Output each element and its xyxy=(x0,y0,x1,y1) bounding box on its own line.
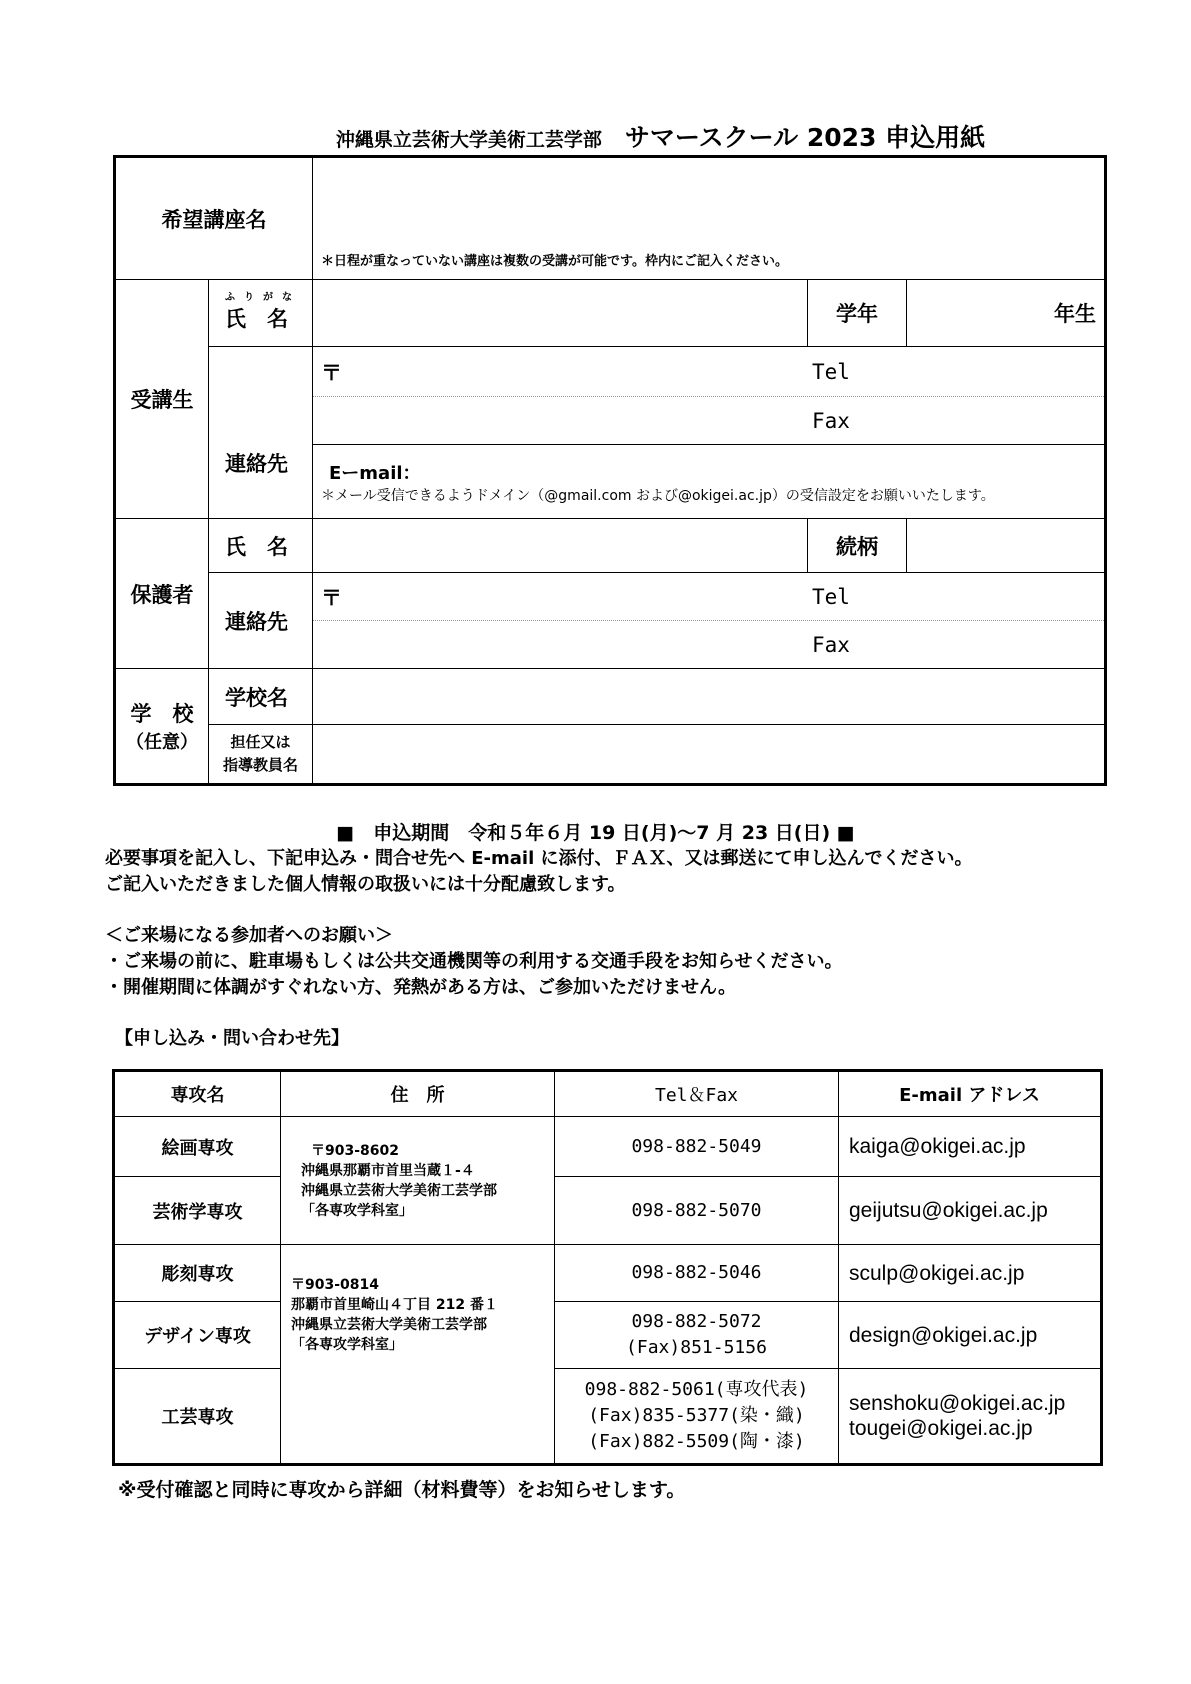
school-label-cell xyxy=(115,669,209,785)
guardian-name-label: 氏 名 xyxy=(209,519,313,573)
address-2-line2: 沖縄県立芸術大学美術工芸学部 xyxy=(291,1317,487,1333)
fax-design: (Fax)851-5156 xyxy=(626,1337,767,1358)
table-row xyxy=(114,1117,1102,1177)
student-fax-label: Fax xyxy=(812,408,850,433)
teacher-label-cell xyxy=(209,725,313,785)
major-geijutsu: 芸術学専攻 xyxy=(114,1177,281,1245)
major-sculpture: 彫刻専攻 xyxy=(114,1245,281,1302)
student-name-label: 氏 名 xyxy=(225,307,288,331)
course-note: ＊日程が重なっていない講座は複数の受講が可能です。枠内にご記入ください。 xyxy=(321,254,788,269)
address-block-2 xyxy=(281,1245,555,1465)
tel-sculpture: 098-882-5046 xyxy=(555,1245,839,1302)
grade-field[interactable] xyxy=(907,280,1106,347)
student-name-label-cell xyxy=(209,280,313,347)
major-kaiga: 絵画専攻 xyxy=(114,1117,281,1177)
major-design: デザイン専攻 xyxy=(114,1302,281,1369)
application-period: ■ 申込期間 令和５年６月 19 日(月)～7 月 23 日(日) ■ xyxy=(336,822,855,844)
table-row xyxy=(114,1369,1102,1465)
request-line-2: ・開催期間に体調がすぐれない方、発熱がある方は、ご参加いただけません。 xyxy=(105,977,737,998)
tel-craft-1: 098-882-5061(専攻代表) xyxy=(584,1379,809,1400)
email-sculpture[interactable]: sculp@okigei.ac.jp xyxy=(839,1245,1102,1302)
student-label: 受講生 xyxy=(115,280,209,519)
contact-heading: 【申し込み・問い合わせ先】 xyxy=(115,1028,349,1049)
email-label: Eーmail： xyxy=(329,462,421,484)
fax-craft-2: (Fax)882-5509(陶・漆) xyxy=(588,1431,805,1452)
address-block-1 xyxy=(281,1117,555,1245)
email-senshoku[interactable]: senshoku@okigei.ac.jp xyxy=(849,1392,1066,1415)
form-title xyxy=(0,118,1191,154)
contact-table xyxy=(112,1069,1103,1466)
address-1-postal: 〒903-8602 xyxy=(311,1142,399,1159)
form-heading: サマースクール 2023 申込用紙 xyxy=(624,123,986,152)
contact-header-row xyxy=(114,1071,1102,1117)
address-1-line3: 「各専攻学科室」 xyxy=(301,1202,413,1219)
major-craft: 工芸専攻 xyxy=(114,1369,281,1465)
teacher-name-field[interactable] xyxy=(313,725,1106,785)
student-contact-label: 連絡先 xyxy=(209,347,313,519)
visitor-requests xyxy=(105,923,842,1001)
application-form xyxy=(113,155,1107,786)
organization-name: 沖縄県立芸術大学美術工芸学部 xyxy=(335,129,602,151)
tel-kaiga: 098-882-5049 xyxy=(555,1117,839,1177)
teacher-label-line1: 担任又は xyxy=(230,733,291,751)
header-address: 住 所 xyxy=(281,1071,555,1117)
guardian-address-field[interactable] xyxy=(313,573,1106,669)
student-postal-mark: 〒 xyxy=(321,360,342,385)
school-label: 学 校 xyxy=(130,702,194,726)
student-name-field[interactable] xyxy=(313,280,808,347)
address-1-line2: 沖縄県立芸術大学美術工芸学部 xyxy=(301,1182,497,1199)
guardian-fax-label: Fax xyxy=(812,632,850,657)
email-design[interactable]: design@okigei.ac.jp xyxy=(839,1302,1102,1369)
email-kaiga[interactable]: kaiga@okigei.ac.jp xyxy=(839,1117,1102,1177)
header-email: E-mail アドレス xyxy=(839,1071,1102,1117)
guardian-postal-mark: 〒 xyxy=(321,585,342,610)
table-row xyxy=(114,1245,1102,1302)
request-heading: ＜ご来場になる参加者へのお願い＞ xyxy=(105,925,393,946)
address-2-line3: 「各専攻学科室」 xyxy=(291,1337,403,1353)
student-address-field[interactable] xyxy=(313,347,1106,445)
guardian-name-field[interactable] xyxy=(313,519,808,573)
teacher-label-line2: 指導教員名 xyxy=(222,756,298,774)
email-craft xyxy=(839,1369,1102,1465)
relation-field[interactable] xyxy=(907,519,1106,573)
guardian-contact-label: 連絡先 xyxy=(209,573,313,669)
instructions xyxy=(105,846,973,898)
tel-design xyxy=(555,1302,839,1369)
guardian-tel-label: Tel xyxy=(812,584,850,609)
school-name-field[interactable] xyxy=(313,669,1106,725)
footnote: ※受付確認と同時に専攻から詳細（材料費等）をお知らせします。 xyxy=(118,1479,686,1501)
school-optional-label: （任意） xyxy=(126,732,198,753)
tel-geijutsu: 098-882-5070 xyxy=(555,1177,839,1245)
tel-craft xyxy=(555,1369,839,1465)
student-email-field[interactable] xyxy=(313,445,1106,519)
header-telfax: Tel＆Fax xyxy=(555,1071,839,1117)
grade-suffix: 年生 xyxy=(1054,302,1096,326)
header-major: 専攻名 xyxy=(114,1071,281,1117)
address-2-line1: 那覇市首里崎山４丁目 212 番１ xyxy=(291,1297,498,1313)
fax-craft-1: (Fax)835-5377(染・織) xyxy=(588,1405,805,1426)
instruction-line-1: 必要事項を記入し、下記申込み・問合せ先へ E-mail に添付、ＦＡＸ、又は郵送にて申し込んでください。 xyxy=(105,848,973,869)
relation-label: 続柄 xyxy=(808,519,907,573)
guardian-label: 保護者 xyxy=(115,519,209,669)
address-1-line1: 沖縄県那覇市首里当蔵１-４ xyxy=(301,1162,475,1179)
email-tougei[interactable]: tougei@okigei.ac.jp xyxy=(849,1417,1033,1440)
email-geijutsu[interactable]: geijutsu@okigei.ac.jp xyxy=(839,1177,1102,1245)
course-label: 希望講座名 xyxy=(115,157,313,280)
tel-design-1: 098-882-5072 xyxy=(631,1311,762,1332)
request-line-1: ・ご来場の前に、駐車場もしくは公共交通機関等の利用する交通手段をお知らせください。 xyxy=(105,951,843,972)
table-row xyxy=(114,1177,1102,1245)
course-input-cell[interactable] xyxy=(313,157,1106,280)
email-note: ＊メール受信できるようドメイン（@gmail.com および@okigei.ac.jp）の受信設定をお願いいたします。 xyxy=(321,487,995,504)
instruction-line-2: ご記入いただきました個人情報の取扱いには十分配慮致します。 xyxy=(105,874,626,895)
furigana-label: ふりがな xyxy=(225,292,301,303)
school-name-label: 学校名 xyxy=(209,669,313,725)
student-tel-label: Tel xyxy=(812,359,850,384)
grade-label: 学年 xyxy=(808,280,907,347)
address-2-postal: 〒903-0814 xyxy=(291,1277,379,1293)
table-row xyxy=(114,1302,1102,1369)
